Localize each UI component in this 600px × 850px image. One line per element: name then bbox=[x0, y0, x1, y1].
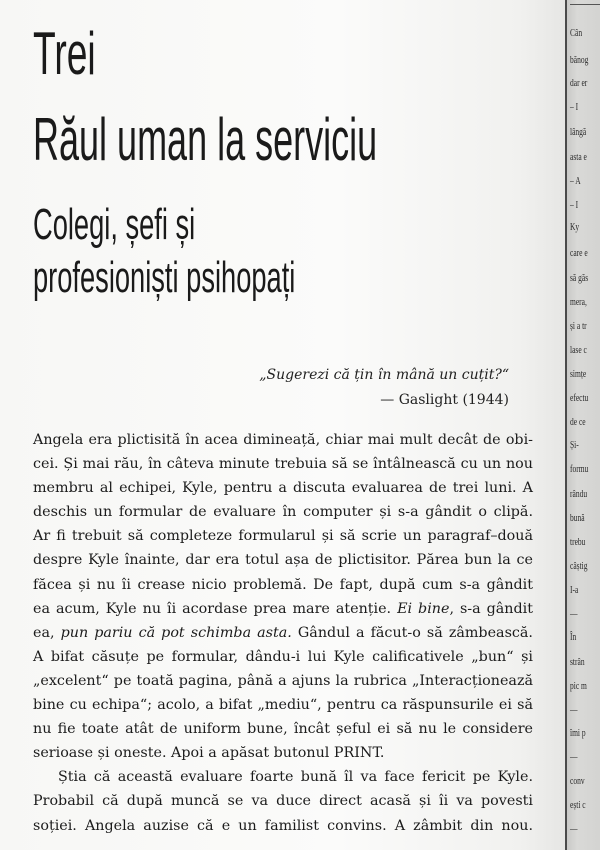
body-text bbox=[33, 428, 533, 838]
text-line: serioase și oneste. Apoi a apăsat butonul PRINT. bbox=[33, 745, 385, 762]
chapter-subtitle-line-2: profesioniști psihopați bbox=[33, 253, 296, 302]
text-line: A bifat căsuțe pe formular, dându-i lui Kyle calificativele „bun“ și bbox=[33, 648, 533, 665]
text-line: Știa că această evaluare foarte bună îl va face fericit pe Kyle. bbox=[58, 769, 533, 786]
chapter-title: Răul uman la serviciu bbox=[33, 106, 378, 173]
next-page-fragment: – I bbox=[570, 200, 579, 211]
text-line: nu fie toate atât de uniform bune, încât șeful ei să nu le considere bbox=[33, 721, 533, 738]
next-page-fragment: și a tr bbox=[570, 321, 587, 332]
text-line: cei. Și mai rău, în câteva minute trebuia să se întâlnească cu un nou bbox=[33, 456, 533, 473]
next-page-fragment: strân bbox=[570, 657, 585, 668]
text-line: Ar fi trebuit să completeze formularul și să scrie un paragraf–două bbox=[33, 528, 533, 545]
next-page-fragment: – I bbox=[570, 102, 579, 113]
next-page-fragment: lângă bbox=[570, 127, 587, 138]
next-page-fragment: îmi p bbox=[570, 728, 586, 739]
text-line: despre Kyle înainte, dar era totul așa de plictisitor. Părea bun la ce bbox=[33, 552, 533, 569]
epigraph-source: — Gaslight (1944) bbox=[380, 392, 509, 408]
next-page-fragment: mera, bbox=[570, 297, 587, 308]
paragraph-2 bbox=[33, 765, 533, 837]
next-page-fragment: Și- bbox=[570, 440, 579, 451]
text-line: soției. Angela auzise că e un familist convins. A zâmbit din nou. bbox=[33, 817, 533, 834]
text-line: deschis un formular de evaluare în computer și s-a gândit o clipă. bbox=[33, 504, 533, 521]
text-run: Gândul a făcut-o să zâmbească. bbox=[291, 624, 533, 641]
next-page-fragment: câștig bbox=[570, 561, 588, 572]
chapter-number: Trei bbox=[33, 20, 96, 87]
next-page-fragment: — bbox=[570, 752, 578, 763]
next-page-fragment: – A bbox=[570, 176, 581, 187]
text-run: ea acum, Kyle nu îi acordase prea mare atenție. bbox=[33, 600, 398, 617]
next-page-fragment: asta e bbox=[570, 152, 587, 163]
text-line: Angela era plictisită în acea dimineață, chiar mai mult decât de obi- bbox=[33, 432, 533, 448]
text-line: membru al echipei, Kyle, pentru a discuta evaluarea de trei luni. A bbox=[33, 480, 533, 497]
text-line bbox=[33, 597, 533, 621]
chapter-subtitle-line-1: Colegi, șefi și bbox=[33, 200, 196, 249]
next-page-fragment: Cân bbox=[570, 28, 583, 39]
next-page-fragment: — bbox=[570, 824, 578, 835]
next-page-fragment: — bbox=[570, 705, 578, 716]
next-page-fragment: lase c bbox=[570, 345, 587, 356]
next-page-edge bbox=[565, 0, 600, 850]
next-page-fragment: de ce bbox=[570, 417, 586, 428]
text-line: bine cu echipa“; acolo, a bifat „mediu“, pentru ca răspunsurile ei să bbox=[33, 697, 533, 714]
text-line: făcea și nu îi crease nicio problemă. De fapt, după cum s-a gândit bbox=[33, 576, 533, 593]
paragraph-1 bbox=[33, 428, 533, 765]
text-run: ea, bbox=[33, 624, 61, 641]
next-page-fragment: conv bbox=[570, 776, 585, 787]
italic-text: pun pariu că pot schimba asta. bbox=[60, 624, 292, 641]
text-line: „excelent“ pe toată pagina, până a ajuns la rubrica „Interacționează bbox=[33, 672, 533, 689]
next-page-fragment: rându bbox=[570, 489, 588, 500]
next-page-fragment: Ky bbox=[570, 222, 580, 233]
next-page-fragment: ești c bbox=[570, 800, 586, 811]
next-page-fragment: pic m bbox=[570, 681, 587, 692]
text-line: Probabil că după muncă se va duce direct acasă și îi va povesti bbox=[33, 793, 533, 810]
next-page-fragment: să găs bbox=[570, 273, 589, 284]
next-page-fragment: bună bbox=[570, 513, 585, 524]
next-page-fragment: trebu bbox=[570, 537, 586, 548]
next-page-fragment: bănog bbox=[570, 55, 589, 66]
next-page-fragment: dar er bbox=[570, 78, 588, 89]
next-page-fragment: — bbox=[570, 609, 578, 620]
next-page-fragment: I-a bbox=[570, 585, 579, 596]
header-rule bbox=[570, 4, 600, 5]
epigraph-quote: „Sugerezi că țin în mână un cuțit?“ bbox=[259, 367, 509, 383]
italic-text: Ei bine bbox=[397, 600, 450, 617]
next-page-fragment: care e bbox=[570, 248, 588, 259]
next-page-fragment: simțe bbox=[570, 369, 587, 380]
epigraph bbox=[259, 363, 509, 413]
next-page-fragment: efectu bbox=[570, 393, 589, 404]
text-line bbox=[33, 621, 533, 645]
next-page-fragment: formu bbox=[570, 464, 589, 475]
text-run: , s-a gândit bbox=[449, 600, 533, 617]
next-page-fragment: În bbox=[570, 632, 577, 643]
